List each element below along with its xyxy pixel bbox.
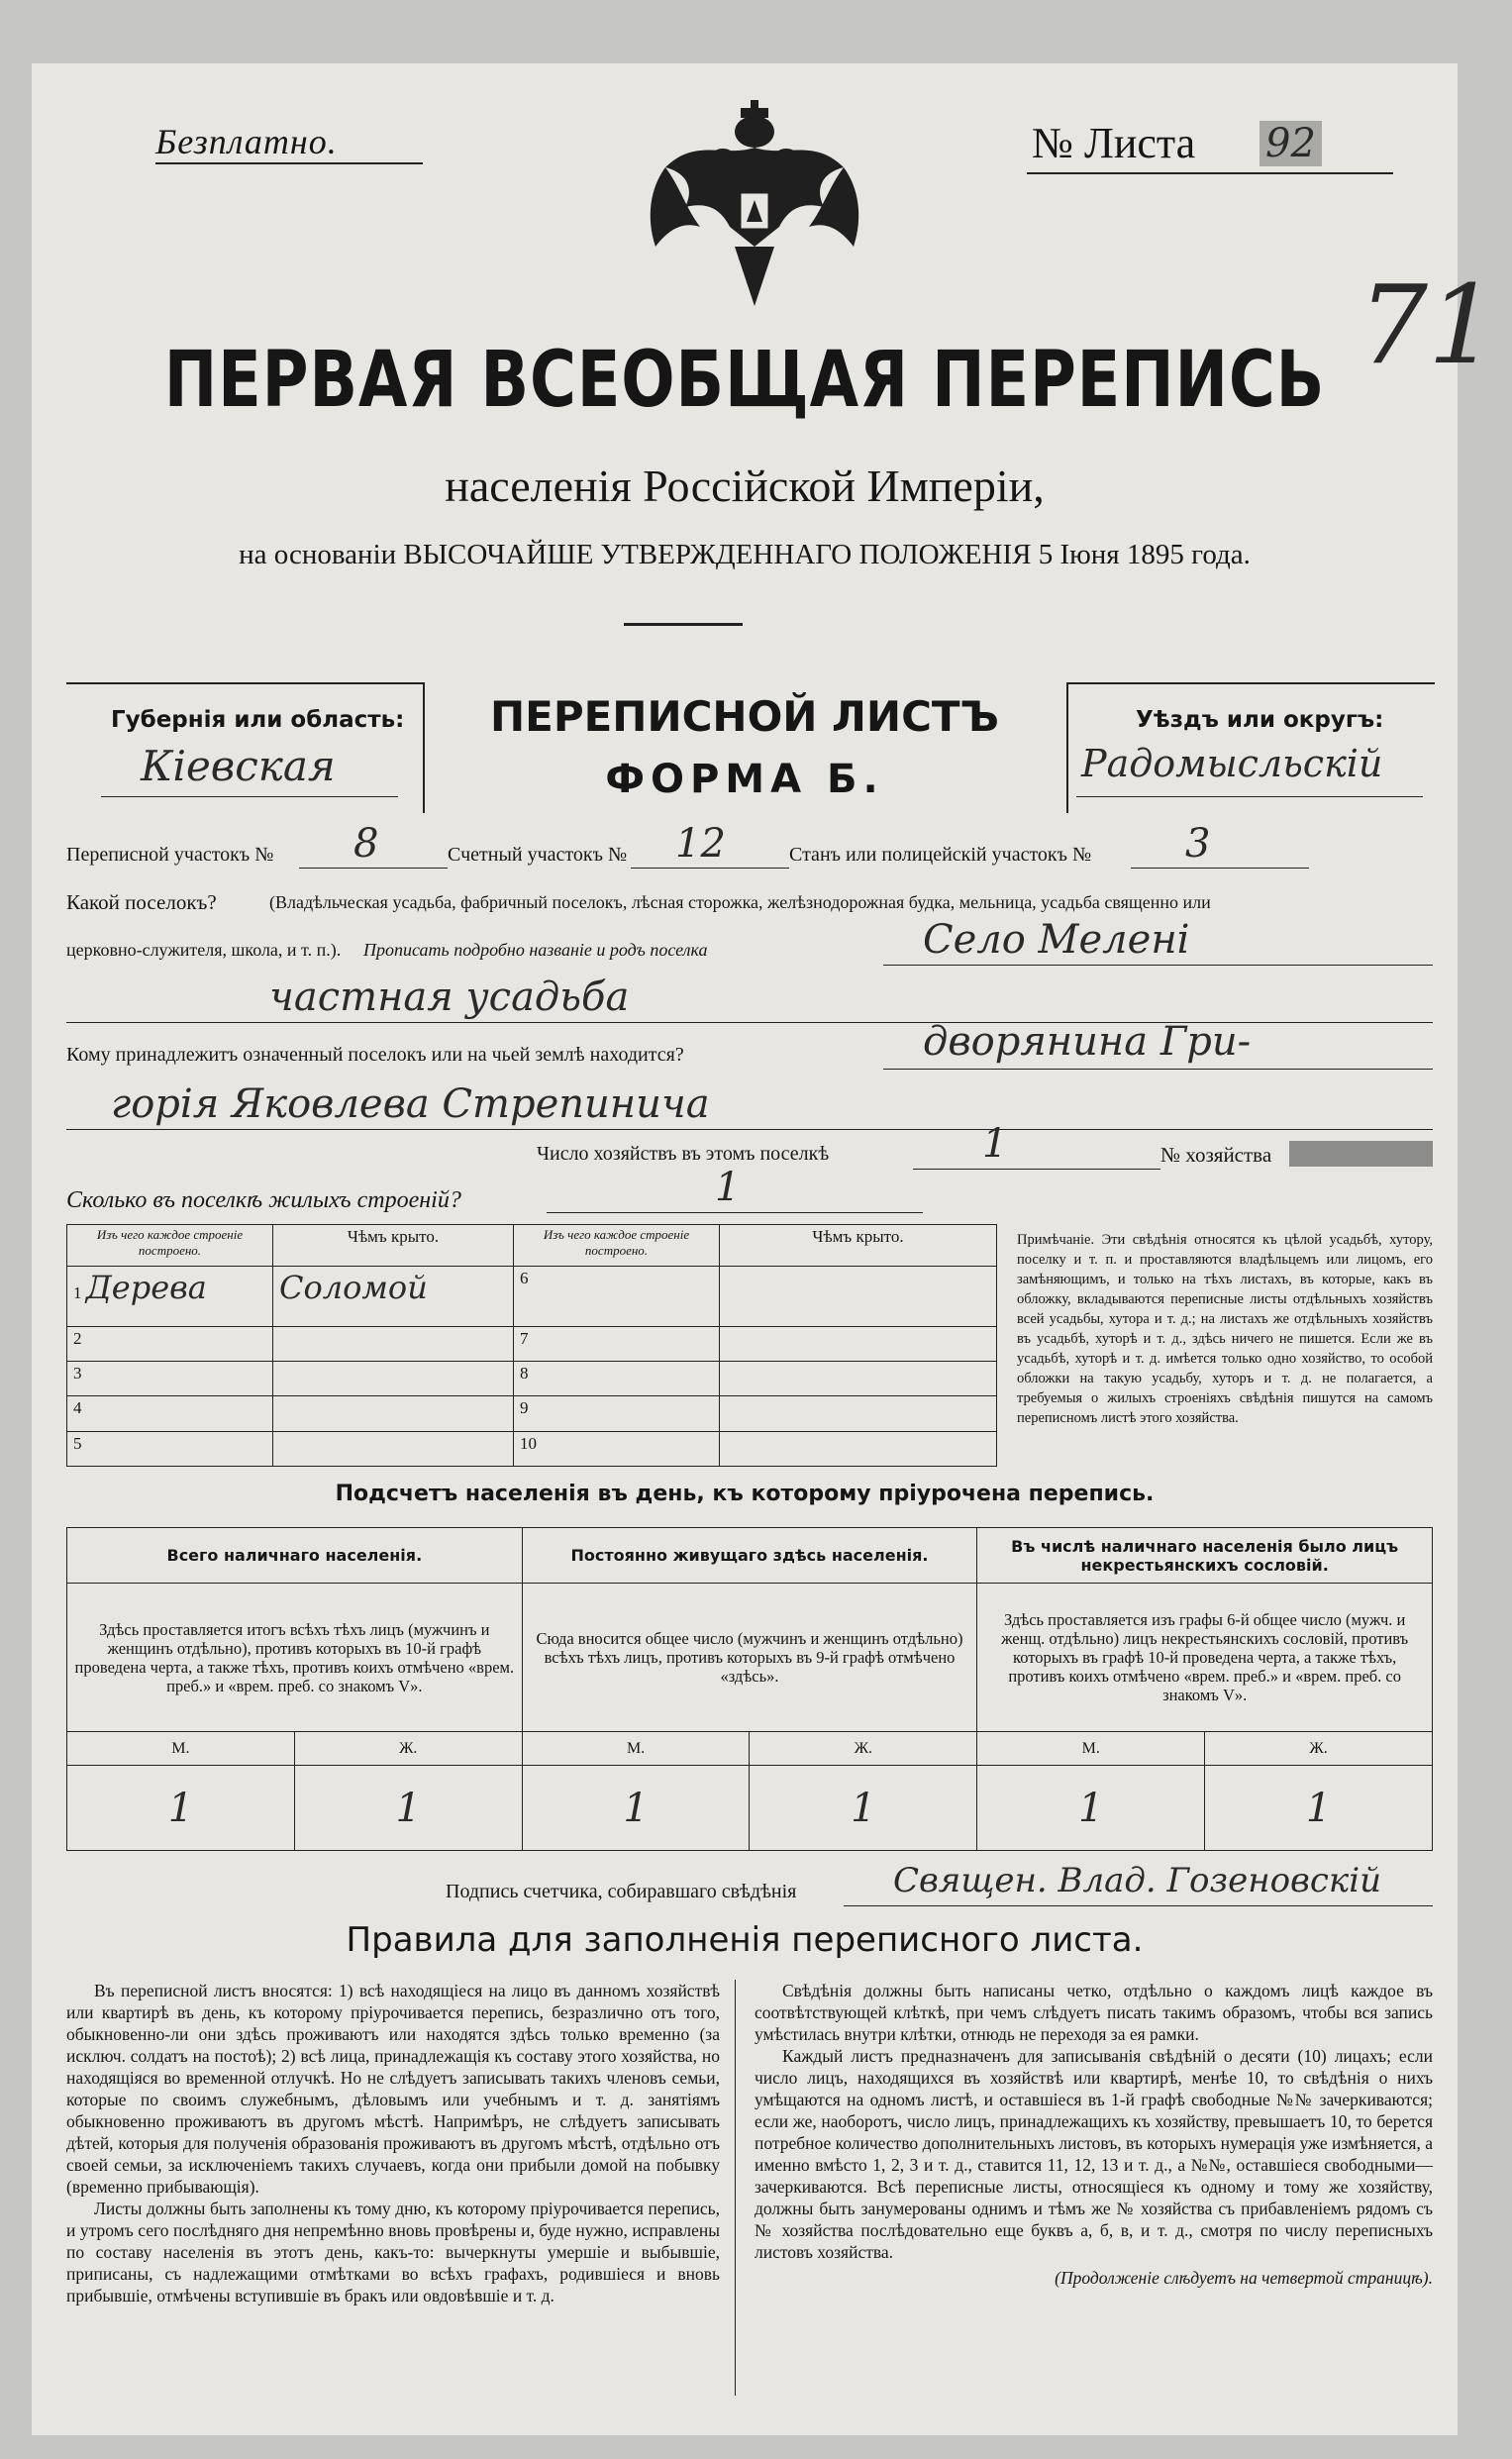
building-roof: [720, 1431, 997, 1466]
signature-value: Священ. Влад. Гозеновскій: [893, 1861, 1381, 1900]
building-roof: [720, 1396, 997, 1431]
male-label: М.: [67, 1732, 295, 1766]
row-number: 6: [514, 1267, 720, 1327]
building-roof: [720, 1267, 997, 1327]
buildings-table: [66, 1224, 997, 1467]
owner-value-1: дворянина Гри-: [923, 1019, 1252, 1065]
resident-male-count: 1: [522, 1766, 750, 1851]
census-title: ПЕРВАЯ ВСЕОБЩАЯ ПЕРЕПИСЬ: [163, 336, 1326, 425]
population-table: [66, 1527, 1433, 1851]
settlement-hint-2: церковно-служителя, школа, и т. п.).: [66, 940, 342, 960]
population-desc-present: Здѣсь проставляется итогъ всѣхъ тѣхъ лицъ (мужчинъ и женщинъ отдѣльно), противъ которыхъ въ 10-й графѣ проведена черта, а также тѣхъ, противъ коихъ отмѣчено «врем. преб.» и «врем. преб. со знакомъ V».: [67, 1584, 523, 1732]
archive-mark: 71: [1359, 261, 1497, 388]
nonpeasant-female-count: 1: [1205, 1766, 1433, 1851]
rules-title: Правила для заполненія переписного листа.: [346, 1920, 1144, 1960]
settlement-hint-1: (Владѣльческая усадьба, фабричный поселокъ, лѣсная сторожка, желѣзнодорожная будка, мельница, усадьба священно или: [269, 892, 1211, 912]
free-label-underline: [155, 162, 423, 164]
building-roof: [720, 1362, 997, 1396]
rules-paragraph: Въ переписной листъ вносятся: 1) всѣ находящіеся на лицо въ данномъ хозяйствѣ или квартирѣ въ день, къ которому пріурочивается перепись, безразлично отъ того, обыкновенно-ли они здѣсь проживаютъ или находятся здѣсь только временно (за исключ. солдатъ на постоѣ); 2) всѣ лица, принадлежащія къ составу этого хозяйства, но находящіяся во временной отлучкѣ. Но не слѣдуетъ записывать такихъ членовъ семьи, которые по своимъ служебнымъ, дѣловымъ или учебнымъ и т. д. занятіямъ обыкновенно проживаютъ въ другомъ мѣстѣ. Напримѣръ, не слѣдуетъ записывать дѣтей, которыя для полученія образованія проживаютъ въ другомъ мѣстѣ, отдѣльно отъ своей семьи, за исключеніемъ такихъ случаевъ, когда они прибыли домой на побывку (временно прибывающія).: [66, 1981, 720, 2197]
rules-continued: (Продолженіе слѣдуетъ на четвертой страницѣ).: [1055, 2268, 1433, 2288]
building-roof: [273, 1396, 514, 1431]
present-male-count: 1: [67, 1766, 295, 1851]
counting-section-value: 12: [675, 821, 726, 867]
counting-section-label: Счетный участокъ №: [448, 844, 628, 866]
row-number: 9: [514, 1396, 720, 1431]
row-number: 7: [514, 1326, 720, 1361]
buildings-underline: [547, 1212, 923, 1213]
households-underline: [913, 1169, 1160, 1170]
table-row: [67, 1362, 997, 1396]
settlement-underline-1: [883, 965, 1433, 966]
population-title: Подсчетъ населенія въ день, къ которому пріурочена перепись.: [335, 1482, 1155, 1506]
row-number: 3: [67, 1362, 273, 1396]
present-female-count: 1: [294, 1766, 522, 1851]
settlement-value-1: Село Меленi: [923, 917, 1190, 963]
buildings-value: 1: [715, 1165, 741, 1210]
row-number: 1: [73, 1283, 82, 1302]
material-header-left: Изъ чего каждое строеніе построено.: [67, 1225, 273, 1267]
owner-value-2: горія Яковлева Стрепинича: [111, 1081, 710, 1127]
station-underline: [1131, 868, 1309, 869]
population-grid: [66, 1527, 1433, 1851]
signature-label: Подпись счетчика, собиравшаго свѣдѣнія: [446, 1881, 797, 1902]
census-section-label: Переписной участокъ №: [66, 844, 274, 866]
owner-underline-1: [883, 1069, 1433, 1070]
population-head-resident: Постоянно живущаго здѣсь населенія.: [522, 1528, 977, 1584]
sheet-number-label: № Листа: [1032, 119, 1196, 167]
table-row: [67, 1267, 997, 1327]
row-number: 4: [67, 1396, 273, 1431]
district-label: Уѣздъ или округъ:: [1136, 707, 1384, 733]
row-number: 5: [67, 1431, 273, 1466]
building-roof: [273, 1362, 514, 1396]
building-roof: [720, 1326, 997, 1361]
household-no-redaction: [1289, 1141, 1433, 1167]
counting-section-underline: [631, 868, 789, 869]
buildings-note: Примѣчаніе. Эти свѣдѣнія относятся къ цѣлой усадьбѣ, хутору, поселку и т. п. и проставляются владѣльцемъ или лицомъ, его замѣняющимъ, и только на тѣхъ листахъ, въ которые, какъ въ обложку, вкладываются переписные листы отдѣльныхъ хозяйствъ всей усадьбы, хутора и т. д.; на листахъ же отдѣльныхъ хозяйствъ въ усадьбѣ, хуторѣ и т. д., здѣсь ничего не пишется. Если же въ усадьбѣ, хуторѣ и т. д. имѣется только одно хозяйство, то особой обложки на такую усадьбу, хуторъ и т. д. не полагается, а требуемыя о жилыхъ строеніяхъ свѣдѣнія пишутся на самомъ переписномъ листѣ этого хозяйства.: [1017, 1232, 1433, 1426]
signature-underline: [844, 1905, 1433, 1906]
row-number: 8: [514, 1362, 720, 1396]
nonpeasant-male-count: 1: [977, 1766, 1205, 1851]
settlement-instruction: Прописать подробно названіе и родъ поселка: [363, 940, 708, 960]
roof-header-right: Чѣмъ крыто.: [720, 1225, 997, 1267]
population-head-present: Всего наличнаго населенія.: [67, 1528, 523, 1584]
free-label: Безплатно.: [155, 122, 338, 161]
imperial-eagle-emblem: [626, 98, 883, 326]
population-desc-nonpeasant: Здѣсь проставляется изъ графы 6-й общее число (мужч. и женщ. отдѣльно) лицъ некрестьянскихъ сословій, противъ которыхъ въ графѣ 10-й проведена черта, а также тѣхъ, противъ коихъ отмѣчено «врем. преб.» и «врем. преб. со знакомъ V».: [977, 1584, 1433, 1732]
household-no-label: № хозяйства: [1160, 1143, 1272, 1167]
rules-right-column: [755, 1980, 1433, 2289]
table-row: [67, 1431, 997, 1466]
station-value: 3: [1185, 821, 1211, 867]
province-value: Кіевская: [141, 742, 336, 790]
building-roof: [273, 1326, 514, 1361]
population-desc-resident: Сюда вносится общее число (мужчинъ и женщинъ отдѣльно) всѣхъ тѣхъ лицъ, противъ которыхъ въ 9-й графѣ отмѣчено «здѣсь».: [522, 1584, 977, 1732]
rules-column-divider: [735, 1980, 736, 2396]
sheet-number-value: 92: [1260, 121, 1322, 166]
male-label: М.: [977, 1732, 1205, 1766]
rules-paragraph: Каждый листъ предназначенъ для записыванія свѣдѣній о десяти (10) лицахъ; если число лицъ, находящихся въ хозяйствѣ или квартирѣ, менѣе 10, то свѣдѣнія о нихъ умѣщаются на одномъ листѣ, и оставшіеся въ 1-й графѣ свободные №№ зачеркиваются; если же, наоборотъ, число лицъ, принадлежащихъ къ хозяйству, превышаетъ 10, то берется потребное количество дополнительныхъ листовъ, въ которыхъ нумерація уже измѣняется, а именно вмѣсто 1, 2, 3 и т. д., ставится 11, 12, 13 и т. д., а №№, оставшіеся свободными—зачеркиваются. Всѣ переписные листы, относящіеся къ одному и тому же хозяйству, должны быть занумерованы однимъ и тѣмъ же № хозяйства съ прибавленіемъ рядомъ съ № хозяйства послѣдовательно еще буквъ а, б, в, и т. д., смотря по числу переписныхъ листовъ хозяйства.: [755, 2046, 1433, 2262]
roof-header-left: Чѣмъ крыто.: [273, 1225, 514, 1267]
title-divider: [624, 623, 743, 626]
population-head-nonpeasant: Въ числѣ наличнаго населенія было лицъ некрестьянскихъ сословій.: [977, 1528, 1433, 1584]
form-title: ПЕРЕПИСНОЙ ЛИСТЪ: [489, 692, 1000, 741]
form-subtitle: ФОРМА Б.: [605, 757, 884, 802]
rules-paragraph: Свѣдѣнія должны быть написаны четко, отдѣльно о каждомъ лицѣ каждое въ соотвѣтствующей клѣткѣ, при чемъ слѣдуетъ писать такимъ образомъ, чтобы вся запись умѣстилась внутри клѣтки, отнюдь не переходя за ея рамки.: [755, 1981, 1433, 2044]
census-section-underline: [299, 868, 448, 869]
station-label: Станъ или полицейскій участокъ №: [789, 844, 1092, 866]
buildings-grid: [66, 1224, 997, 1467]
district-value: Радомысльскій: [1081, 742, 1383, 785]
resident-female-count: 1: [750, 1766, 977, 1851]
female-label: Ж.: [294, 1732, 522, 1766]
building-roof: [273, 1431, 514, 1466]
sheet-number-underline: [1027, 172, 1393, 174]
census-sheet: [32, 63, 1497, 2435]
table-row: [67, 1326, 997, 1361]
building-roof: Соломой: [273, 1267, 514, 1327]
census-section-value: 8: [353, 821, 379, 867]
province-underline: [101, 796, 398, 797]
table-row: [67, 1396, 997, 1431]
rules-paragraph: Листы должны быть заполнены къ тому дню, къ которому пріурочивается перепись, и утромъ сего послѣдняго дня непремѣнно вновь провѣрены и, буде нужно, исправлены по составу населенія въ этотъ день, какъ-то: вычеркнуты умершіе и выбывшіе, приписаны, съ надлежащими отмѣтками во всѣхъ графахъ, родившіеся и вновь прибывшіе, отмѣчены вступившіе въ бракъ или овдовѣвшіе и т. д.: [66, 2199, 720, 2305]
female-label: Ж.: [1205, 1732, 1433, 1766]
households-label: Число хозяйствъ въ этомъ поселкѣ: [537, 1143, 830, 1165]
building-material: Дерева: [85, 1269, 207, 1306]
male-label: М.: [522, 1732, 750, 1766]
census-subtitle: населенія Россійской Имперіи,: [445, 461, 1045, 511]
province-label: Губернія или область:: [111, 707, 405, 733]
material-header-right: Изъ чего каждое строеніе построено.: [514, 1225, 720, 1267]
settlement-question: Какой поселокъ?: [66, 890, 217, 914]
buildings-label: Сколько въ поселкѣ жилыхъ строеній?: [66, 1187, 461, 1213]
owner-underline-2: [66, 1129, 1433, 1130]
owner-label: Кому принадлежитъ означенный поселокъ или на чьей землѣ находится?: [66, 1044, 684, 1066]
row-number: 10: [514, 1431, 720, 1466]
census-basis: на основаніи ВЫСОЧАЙШЕ УТВЕРЖДЕННАГО ПОЛОЖЕНІЯ 5 Іюня 1895 года.: [239, 539, 1251, 570]
district-underline: [1076, 796, 1423, 797]
settlement-value-2: частная усадьба: [269, 974, 630, 1020]
rules-left-column: [66, 1980, 720, 2306]
female-label: Ж.: [750, 1732, 977, 1766]
households-value: 1: [982, 1121, 1008, 1167]
row-number: 2: [67, 1326, 273, 1361]
